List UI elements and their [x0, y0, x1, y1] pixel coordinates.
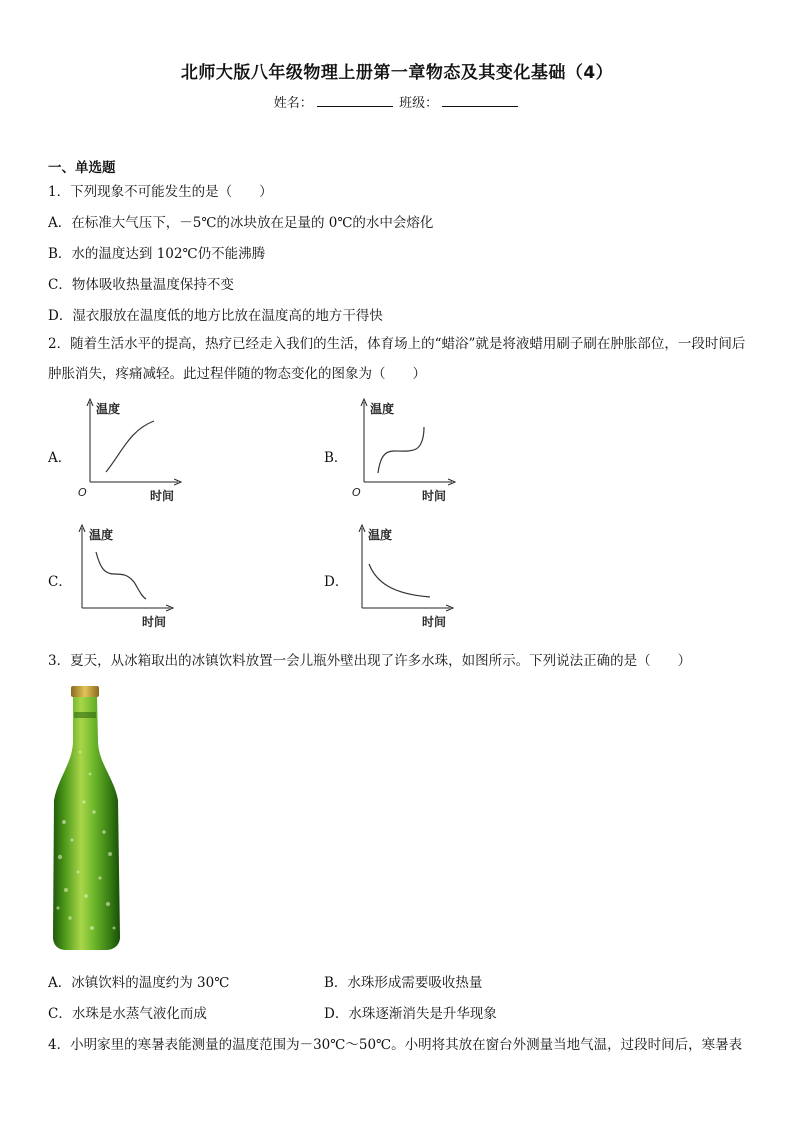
- bottle-image: [44, 682, 130, 954]
- q2-option-a-label: A．: [48, 450, 72, 466]
- curve-rising-plateau: [378, 427, 424, 473]
- bottle-neck-ring: [74, 712, 96, 718]
- origin-label: O: [78, 486, 87, 499]
- q3-option-d: D．水珠逐渐消失是升华现象: [324, 1006, 497, 1022]
- x-axis-label: 时间: [422, 489, 447, 503]
- name-blank[interactable]: [317, 94, 393, 107]
- q1-option-c: C．物体吸收热量温度保持不变: [48, 277, 234, 293]
- y-axis-label: 温度: [89, 528, 114, 542]
- document-title: 北师大版八年级物理上册第一章物态及其变化基础（4）: [180, 63, 614, 83]
- class-blank[interactable]: [442, 94, 518, 107]
- q2-option-c-label: C．: [48, 574, 72, 590]
- curve-falling: [369, 564, 430, 597]
- q3-option-a: A．冰镇饮料的温度约为 30℃: [48, 975, 230, 991]
- bottle-cap: [71, 686, 99, 697]
- section-heading: 一、单选题: [48, 160, 116, 176]
- q2-stem: 2．随着生活水平的提高，热疗已经走入我们的生活，体育场上的“蜡浴”就是将液蜡用刷子刷在肿胀部位，一段时间后肿胀消失，疼痛减轻。此过程伴随的物态变化的图象为（ ）: [48, 336, 746, 382]
- q2-graph-d: [342, 522, 458, 632]
- q1-option-a: A．在标准大气压下，－5℃的冰块放在足量的 0℃的水中会熔化: [48, 215, 434, 231]
- q2-graph-c: [62, 522, 178, 632]
- q1-option-d: D．湿衣服放在温度低的地方比放在温度高的地方干得快: [48, 308, 383, 324]
- x-axis-label: 时间: [150, 489, 175, 503]
- name-label: 姓名：: [273, 96, 313, 111]
- q3-stem: 3．夏天，从冰箱取出的冰镇饮料放置一会儿瓶外壁出现了许多水珠，如图所示。下列说法正确的是（ ）: [48, 653, 692, 669]
- y-axis-label: 温度: [96, 402, 121, 416]
- x-axis-label: 时间: [422, 615, 447, 629]
- x-axis-label: 时间: [142, 615, 167, 629]
- q3-option-c: C．水珠是水蒸气液化而成: [48, 1006, 207, 1022]
- y-axis-label: 温度: [370, 402, 395, 416]
- q2-graph-b: [344, 396, 460, 506]
- student-info-line: [0, 92, 794, 111]
- origin-label: O: [352, 486, 361, 499]
- q2-graph-a: [70, 396, 186, 506]
- q2-option-b-label: B．: [324, 450, 348, 466]
- q2-option-d-label: D．: [324, 574, 349, 590]
- q3-option-b: B．水珠形成需要吸收热量: [324, 975, 483, 991]
- class-label: 班级：: [399, 96, 439, 111]
- q4-stem: 4．小明家里的寒暑表能测量的温度范围为－30℃～50℃。小明将其放在窗台外测量当地气温，过段时间后，寒暑表: [48, 1037, 743, 1053]
- curve-rising: [106, 421, 154, 472]
- q1-stem: 1．下列现象不可能发生的是（ ）: [48, 184, 273, 200]
- y-axis-label: 温度: [368, 528, 393, 542]
- curve-falling-plateau: [96, 552, 146, 599]
- q1-option-b: B．水的温度达到 102℃仍不能沸腾: [48, 246, 266, 262]
